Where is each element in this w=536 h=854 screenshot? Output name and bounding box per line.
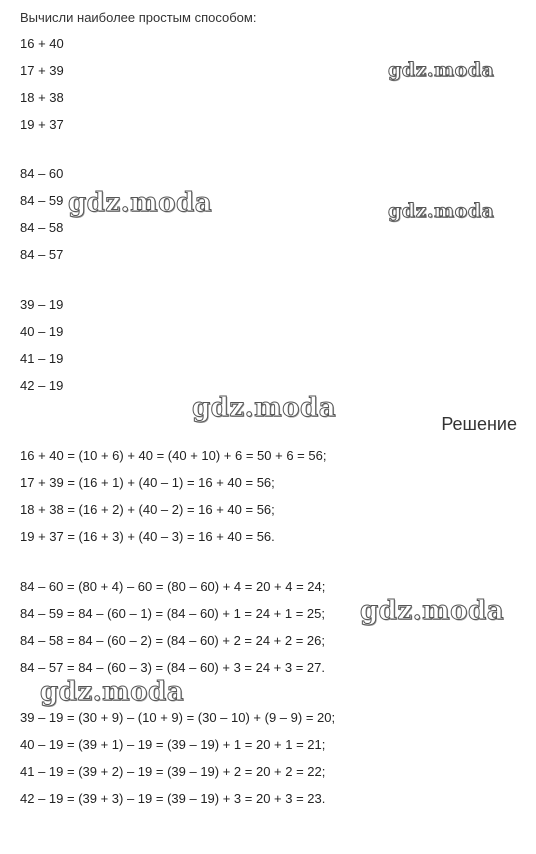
- task-expression: 40 – 19: [20, 324, 64, 339]
- solution-line: 84 – 57 = 84 – (60 – 3) = (84 – 60) + 3 = 24 + 3 = 27.: [20, 660, 326, 675]
- watermark: gdz.moda: [360, 596, 505, 626]
- solution-line: 84 – 59 = 84 – (60 – 1) = (84 – 60) + 1 = 24 + 1 = 25;: [20, 606, 326, 621]
- task-expression: 39 – 19: [20, 297, 64, 312]
- task-expression: 17 + 39: [20, 63, 64, 78]
- solution-line: 84 – 60 = (80 + 4) – 60 = (80 – 60) + 4 = 20 + 4 = 24;: [20, 579, 326, 594]
- solution-line: 17 + 39 = (16 + 1) + (40 – 1) = 16 + 40 = 56;: [20, 475, 275, 490]
- solution-line: 40 – 19 = (39 + 1) – 19 = (39 – 19) + 1 = 20 + 1 = 21;: [20, 737, 326, 752]
- watermark: gdz.moda: [388, 59, 495, 81]
- watermark: gdz.moda: [68, 188, 213, 218]
- solution-line: 84 – 58 = 84 – (60 – 2) = (84 – 60) + 2 = 24 + 2 = 26;: [20, 633, 326, 648]
- task-title: Вычисли наиболее простым способом:: [20, 10, 257, 25]
- solution-line: 18 + 38 = (16 + 2) + (40 – 2) = 16 + 40 = 56;: [20, 502, 275, 517]
- task-expression: 84 – 58: [20, 220, 64, 235]
- task-expression: 84 – 59: [20, 193, 64, 208]
- solution-line: 42 – 19 = (39 + 3) – 19 = (39 – 19) + 3 = 20 + 3 = 23.: [20, 791, 326, 806]
- solution-line: 41 – 19 = (39 + 2) – 19 = (39 – 19) + 2 = 20 + 2 = 22;: [20, 764, 326, 779]
- task-expression: 41 – 19: [20, 351, 64, 366]
- task-expression: 84 – 57: [20, 247, 64, 262]
- solution-heading: Решение: [441, 414, 517, 434]
- watermark: gdz.moda: [40, 677, 185, 707]
- task-expression: 19 + 37: [20, 117, 64, 132]
- solution-line: 39 – 19 = (30 + 9) – (10 + 9) = (30 – 10) + (9 – 9) = 20;: [20, 710, 336, 725]
- solution-line: 19 + 37 = (16 + 3) + (40 – 3) = 16 + 40 = 56.: [20, 529, 275, 544]
- solution-line: 16 + 40 = (10 + 6) + 40 = (40 + 10) + 6 = 50 + 6 = 56;: [20, 448, 327, 463]
- watermark: gdz.moda: [192, 393, 337, 423]
- task-expression: 18 + 38: [20, 90, 64, 105]
- task-expression: 42 – 19: [20, 378, 64, 393]
- task-expression: 16 + 40: [20, 36, 64, 51]
- watermark: gdz.moda: [388, 200, 495, 222]
- task-expression: 84 – 60: [20, 166, 64, 181]
